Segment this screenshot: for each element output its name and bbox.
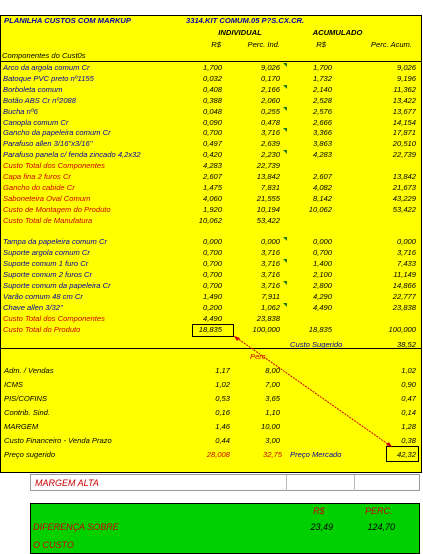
row-rs[interactable]: 0,048 [202, 106, 222, 116]
row-rs-acum[interactable]: 1,732 [312, 73, 332, 83]
markup-rs[interactable]: 0,16 [215, 408, 230, 417]
row-perc-ind[interactable]: 1,062 [260, 302, 280, 312]
row-perc-ind[interactable]: 0,255 [260, 106, 280, 116]
row-label[interactable]: Botão ABS Cr nº2088 [3, 95, 76, 105]
row-perc-ind[interactable]: 7,831 [260, 182, 280, 192]
preco-sugerido-perc[interactable]: 32,75 [262, 450, 282, 459]
row-label[interactable]: Parafuso panela c/ fenda zincado 4,2x32 [3, 150, 141, 160]
row-rs-acum[interactable]: 0,000 [312, 237, 332, 247]
row-perc-acum[interactable]: 23,838 [392, 302, 416, 312]
row-rs[interactable]: 4,060 [202, 193, 222, 203]
perc-header[interactable]: Perc. [250, 352, 268, 361]
markup-rs[interactable]: 1,17 [215, 366, 230, 375]
row-label[interactable]: Suporte comum da papeleira Cr [3, 281, 111, 290]
margem-alta-row [30, 474, 420, 491]
row-label[interactable]: Chave allen 3/32" [3, 302, 63, 312]
row-rs[interactable]: 0,497 [202, 139, 222, 149]
markup-value[interactable]: 0,38 [401, 436, 416, 445]
markup-value[interactable]: 1,02 [401, 366, 416, 375]
col-rs-acum-header[interactable]: R$ [316, 40, 326, 49]
markup-value[interactable]: 0,14 [401, 408, 416, 417]
row-rs-acum[interactable]: 2,607 [312, 172, 332, 181]
markup-label[interactable]: Contrib. Sind. [4, 408, 51, 417]
summary-col-rs[interactable]: R$ [313, 506, 325, 516]
row-rs-acum[interactable]: 4,082 [312, 182, 332, 192]
row-rs[interactable]: 10,062 [198, 215, 222, 225]
custo-sugerido-label[interactable]: Custo Sugerido [290, 340, 343, 349]
markup-perc[interactable]: 8,00 [265, 366, 280, 375]
markup-value[interactable]: 1,28 [401, 422, 416, 431]
row-rs[interactable]: 0,700 [202, 259, 222, 269]
row-rs[interactable]: 1,920 [202, 204, 222, 214]
row-perc-ind[interactable]: 23,838 [256, 313, 280, 323]
row-perc-acum[interactable]: 0,000 [396, 237, 416, 247]
col-rs-header[interactable]: R$ [211, 40, 221, 49]
row-rs-acum[interactable]: 2,576 [312, 106, 332, 116]
markup-label[interactable]: ICMS [4, 380, 23, 389]
row-rs-acum[interactable]: 18,835 [308, 324, 332, 334]
row-label[interactable]: Custo Total de Manufatura [3, 215, 93, 225]
preco-mercado-label[interactable]: Preço Mercado [290, 450, 342, 459]
row-perc-acum[interactable]: 3,716 [396, 248, 416, 258]
markup-value[interactable]: 0,47 [401, 394, 416, 403]
row-perc-acum[interactable]: 7,433 [396, 259, 416, 269]
row-label[interactable]: Bucha nº6 [3, 106, 38, 116]
product-code[interactable]: 3314.KIT COMUM.05 P?S.CX.CR. [186, 16, 305, 25]
markup-perc[interactable]: 10,00 [260, 422, 280, 431]
row-label[interactable]: Capa fina 2 furos Cr [3, 172, 71, 181]
row-rs-acum[interactable]: 2,140 [312, 84, 332, 94]
row-perc-ind[interactable]: 0,170 [260, 73, 280, 83]
row-perc-ind[interactable]: 53,422 [256, 215, 280, 225]
grid-cell [355, 475, 421, 492]
row-perc-ind[interactable]: 13,842 [256, 172, 280, 181]
row-rs-acum[interactable]: 2,100 [312, 270, 332, 280]
row-rs[interactable]: 0,000 [202, 237, 222, 247]
row-rs-acum[interactable]: 0,700 [312, 248, 332, 258]
preco-sugerido-value[interactable]: 28,008 [206, 450, 230, 459]
row-perc-ind[interactable]: 2,166 [260, 84, 280, 94]
o-custo-label[interactable]: O CUSTO [33, 540, 74, 550]
col-perc-ind-header[interactable]: Perc. Ind. [247, 40, 280, 49]
row-label[interactable]: Borboleta comum [3, 84, 63, 94]
markup-rs[interactable]: 1,02 [215, 380, 230, 389]
row-label[interactable]: Gancho da papeleira comum Cr [3, 128, 111, 138]
row-rs-acum[interactable]: 1,400 [312, 259, 332, 269]
row-rs-acum[interactable]: 8,142 [312, 193, 332, 203]
row-rs-acum[interactable]: 3,863 [312, 139, 332, 149]
summary-block [30, 474, 420, 554]
row-label[interactable]: Parafuso allen 3/16"x3/16" [3, 139, 93, 149]
row-perc-ind[interactable]: 3,716 [260, 281, 280, 290]
markup-label[interactable]: Adm. / Vendas [4, 366, 54, 375]
row-label[interactable]: Arco da argola comum Cr [3, 63, 90, 72]
row-rs[interactable]: 2,607 [202, 172, 222, 181]
row-label[interactable]: Tampa da papeleira comum Cr [3, 237, 107, 247]
row-perc-ind[interactable]: 10,194 [256, 204, 280, 214]
row-perc-acum[interactable]: 13,842 [392, 172, 416, 181]
row-rs[interactable]: 0,200 [202, 302, 222, 312]
row-rs[interactable]: 0,700 [202, 281, 222, 290]
row-perc-ind[interactable]: 7,911 [261, 291, 280, 301]
row-perc-acum[interactable]: 100,000 [388, 324, 416, 334]
row-rs-acum[interactable]: 1,700 [312, 63, 332, 72]
margem-alta-label[interactable]: MARGEM ALTA [35, 478, 99, 488]
row-perc-ind[interactable]: 2,230 [260, 150, 280, 160]
row-perc-ind[interactable]: 0,478 [260, 117, 280, 127]
row-label[interactable]: Suporte comum 2 furos Cr [3, 270, 93, 280]
row-label[interactable]: Custo Total dos Componentes [3, 161, 105, 171]
sheet-title[interactable]: PLANILHA CUSTOS COM MARKUP [4, 16, 131, 25]
row-label[interactable]: Suporte argola comum Cr [3, 248, 90, 258]
row-perc-acum[interactable]: 20,510 [392, 139, 416, 149]
row-perc-acum[interactable]: 22,777 [392, 291, 416, 301]
row-rs-acum[interactable]: 2,528 [312, 95, 332, 105]
row-rs-acum[interactable]: 4,490 [312, 302, 332, 312]
diferenca-block [30, 503, 420, 554]
markup-perc[interactable]: 3,65 [265, 394, 280, 403]
markup-perc[interactable]: 7,00 [265, 380, 280, 389]
row-rs[interactable]: 0,408 [202, 84, 222, 94]
row-rs[interactable]: 0,420 [202, 150, 222, 160]
row-rs[interactable]: 1,490 [202, 291, 222, 301]
row-perc-acum[interactable]: 17,871 [392, 128, 416, 138]
row-perc-acum[interactable]: 11,362 [393, 84, 416, 94]
row-perc-ind[interactable]: 0,000 [260, 237, 280, 247]
row-perc-acum[interactable]: 9,196 [396, 73, 416, 83]
markup-label[interactable]: Custo Financeiro - Venda Prazo [4, 436, 112, 445]
row-rs[interactable]: 1,475 [202, 182, 222, 192]
acumulado-header[interactable]: ACUMULADO [312, 28, 363, 37]
preco-mercado-value[interactable]: 42,32 [396, 450, 416, 459]
row-perc-acum[interactable]: 13,677 [392, 106, 416, 116]
row-perc-acum[interactable]: 22,739 [392, 150, 416, 160]
row-perc-acum[interactable]: 9,026 [396, 63, 416, 72]
row-rs-acum[interactable]: 4,290 [312, 291, 332, 301]
row-rs[interactable]: 0,700 [202, 270, 222, 280]
row-rs[interactable]: 0,700 [202, 248, 222, 258]
row-label[interactable]: Custo Total do Produto [3, 324, 81, 334]
row-perc-ind[interactable]: 3,716 [260, 270, 280, 280]
row-rs-acum[interactable]: 10,062 [308, 204, 332, 214]
row-perc-ind[interactable]: 100,000 [252, 324, 280, 334]
markup-rs[interactable]: 0,44 [215, 436, 230, 445]
row-label[interactable]: Custo de Montagem do Produto [3, 204, 111, 214]
row-label[interactable]: Gancho do cabide Cr [3, 182, 75, 192]
row-rs[interactable]: 0,388 [202, 95, 222, 105]
row-label[interactable]: Canopla comum Cr [3, 117, 69, 127]
diferenca-perc[interactable]: 124,70 [367, 522, 395, 532]
spacer-row [30, 491, 420, 503]
markup-perc[interactable]: 3,00 [265, 436, 280, 445]
componentes-label[interactable]: Componentes do Cust0s [2, 51, 86, 60]
row-perc-acum[interactable]: 53,422 [392, 204, 416, 214]
summary-col-perc[interactable]: PERC. [365, 506, 393, 516]
col-perc-acum-header[interactable]: Perc. Acum. [370, 40, 412, 49]
row-perc-acum[interactable]: 21,673 [392, 182, 416, 192]
diferenca-rs[interactable]: 23,49 [310, 522, 333, 532]
row-label[interactable]: Saboneteira Oval Comum [3, 193, 91, 203]
row-rs[interactable]: 1,700 [202, 63, 222, 72]
row-rs[interactable]: 0,090 [202, 117, 222, 127]
row-perc-acum[interactable]: 43,229 [392, 193, 416, 203]
row-rs-acum[interactable]: 4,283 [312, 150, 332, 160]
markup-rs[interactable]: 1,46 [215, 422, 230, 431]
row-perc-ind[interactable]: 3,716 [260, 128, 280, 138]
row-rs[interactable]: 4,283 [202, 161, 222, 171]
row-perc-ind[interactable]: 2,060 [260, 95, 280, 105]
row-rs-acum[interactable]: 3,366 [312, 128, 332, 138]
grid-cell [227, 475, 287, 492]
row-rs[interactable]: 4,490 [202, 313, 222, 323]
row-label[interactable]: Custo Total dos Componentes [3, 313, 105, 323]
row-rs[interactable]: 0,700 [202, 128, 222, 138]
row-label[interactable]: Varão comum 48 cm Cr [3, 291, 83, 301]
row-perc-ind[interactable]: 21,555 [256, 193, 280, 203]
row-perc-acum[interactable]: 13,422 [392, 95, 416, 105]
markup-label[interactable]: PIS/COFINS [4, 394, 48, 403]
individual-header[interactable]: INDIVIDUAL [218, 28, 262, 37]
row-label[interactable]: Suporte comum 1 furo Cr [3, 259, 89, 269]
markup-label[interactable]: MARGEM [4, 422, 39, 431]
row-perc-ind[interactable]: 2,639 [260, 139, 280, 149]
markup-value[interactable]: 0,90 [401, 380, 416, 389]
row-perc-ind[interactable]: 22,739 [256, 161, 280, 171]
row-perc-acum[interactable]: 14,154 [392, 117, 416, 127]
preco-sugerido-label[interactable]: Preço sugerido [4, 450, 56, 459]
row-perc-ind[interactable]: 3,716 [260, 259, 280, 269]
row-perc-ind[interactable]: 9,026 [260, 63, 280, 72]
diferenca-label[interactable]: DIFERENÇA SOBRE [33, 522, 119, 532]
row-perc-acum[interactable]: 11,149 [393, 270, 416, 280]
row-perc-ind[interactable]: 3,716 [260, 248, 280, 258]
custo-sugerido-value[interactable]: 38,52 [396, 340, 416, 349]
row-label[interactable]: Batoque PVC preto nº1155 [3, 73, 94, 83]
grid-cell [287, 475, 355, 492]
row-rs-acum[interactable]: 2,800 [312, 281, 332, 290]
row-rs[interactable]: 18,835 [198, 324, 222, 334]
row-perc-acum[interactable]: 14,866 [392, 281, 416, 290]
markup-rs[interactable]: 0,53 [215, 394, 230, 403]
row-rs-acum[interactable]: 2,666 [312, 117, 332, 127]
markup-perc[interactable]: 1,10 [265, 408, 280, 417]
row-rs[interactable]: 0,032 [202, 73, 222, 83]
